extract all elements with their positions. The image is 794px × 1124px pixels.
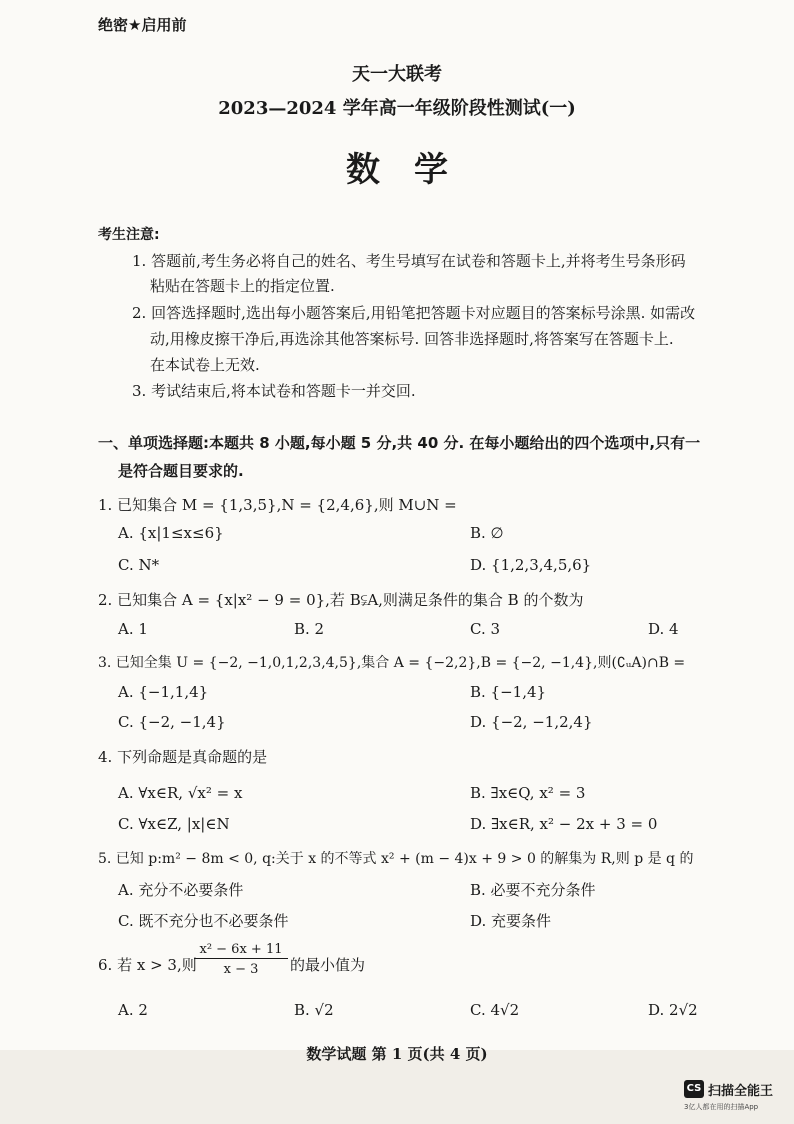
question-stem: 1. 已知集合 M = {1,3,5},N = {2,4,6},则 M∪N = [98,496,457,514]
exam-title: 2023—2024 学年高一年级阶段性测试(一) [218,98,576,119]
notice-heading: 考生注意: [98,227,160,243]
notice-line: 动,用橡皮擦干净后,再选涂其他答案标号. 回答非选择题时,将答案写在答题卡上. [150,330,674,348]
question-stem: 5. 已知 p:m² − 8m < 0, q:关于 x 的不等式 x² + (m − 4)x + 9 > 0 的解集为 R,则 p 是 q 的 [98,851,694,867]
option-c: C. {−2, −1,4} [118,713,226,731]
option-a: A. 充分不必要条件 [118,881,244,899]
option-d: D. ∃x∈R, x² − 2x + 3 = 0 [470,815,658,833]
confidential-label: 绝密★启用前 [98,16,187,34]
scanner-watermark [684,1080,784,1120]
fraction-denominator: x − 3 [223,962,259,977]
option-a: A. ∀x∈R, √x² = x [118,784,243,802]
option-b: B. 2 [294,620,325,638]
question-stem-prefix: 6. 若 x > 3,则 [98,956,197,974]
option-d: D. {−2, −1,2,4} [470,713,593,731]
notice-line: 粘贴在答题卡上的指定位置. [150,277,335,295]
option-a: A. 2 [118,1001,148,1019]
scanner-logo-icon: CS [684,1080,704,1098]
subject-title: 数学 [346,150,482,190]
section-heading: 一、单项选择题:本题共 8 小题,每小题 5 分,共 40 分. 在每小题给出的四个选项中,只有一 [98,434,701,452]
option-b: B. 必要不充分条件 [470,881,596,899]
option-d: D. {1,2,3,4,5,6} [470,556,592,574]
section-heading-cont: 是符合题目要求的. [118,462,244,480]
notice-line: 3. 考试结束后,将本试卷和答题卡一并交回. [132,382,416,400]
option-c: C. 3 [470,620,501,638]
fraction-numerator: x² − 6x + 11 [194,942,288,959]
question-stem: 2. 已知集合 A = {x|x² − 9 = 0},若 B⫋A,则满足条件的集合 B 的个数为 [98,591,584,609]
option-d: D. 充要条件 [470,912,552,930]
option-c: C. 4√2 [470,1001,520,1019]
option-b: B. ∃x∈Q, x² = 3 [470,784,586,802]
option-c: C. N* [118,556,160,574]
notice-line: 2. 回答选择题时,选出每小题答案后,用铅笔把答题卡对应题目的答案标号涂黑. 如需改 [132,304,696,322]
scanner-app-name: 扫描全能王 [708,1084,774,1099]
option-c: C. 既不充分也不必要条件 [118,912,289,930]
organizer-title: 天一大联考 [352,64,442,85]
option-a: A. {x|1≤x≤6} [118,524,224,542]
option-b: B. {−1,4} [470,683,547,701]
question-stem: 3. 已知全集 U = {−2, −1,0,1,2,3,4,5},集合 A = {−2,2},B = {−2, −1,4},则(∁ᵤA)∩B = [98,655,686,671]
option-d: D. 2√2 [648,1001,698,1019]
notice-line: 在本试卷上无效. [150,356,260,374]
option-b: B. √2 [294,1001,334,1019]
option-a: A. 1 [118,620,148,638]
notice-line: 1. 答题前,考生务必将自己的姓名、考生号填写在试卷和答题卡上,并将考生号条形码 [132,252,686,270]
option-b: B. ∅ [470,524,504,542]
option-c: C. ∀x∈Z, |x|∈N [118,815,230,833]
scanner-tagline: 3亿人都在用的扫描App [684,1103,759,1111]
option-d: D. 4 [648,620,679,638]
question-stem-suffix: 的最小值为 [290,956,366,974]
page-footer: 数学试题 第 1 页(共 4 页) [306,1045,488,1063]
question-stem: 4. 下列命题是真命题的是 [98,748,268,766]
option-a: A. {−1,1,4} [118,683,209,701]
